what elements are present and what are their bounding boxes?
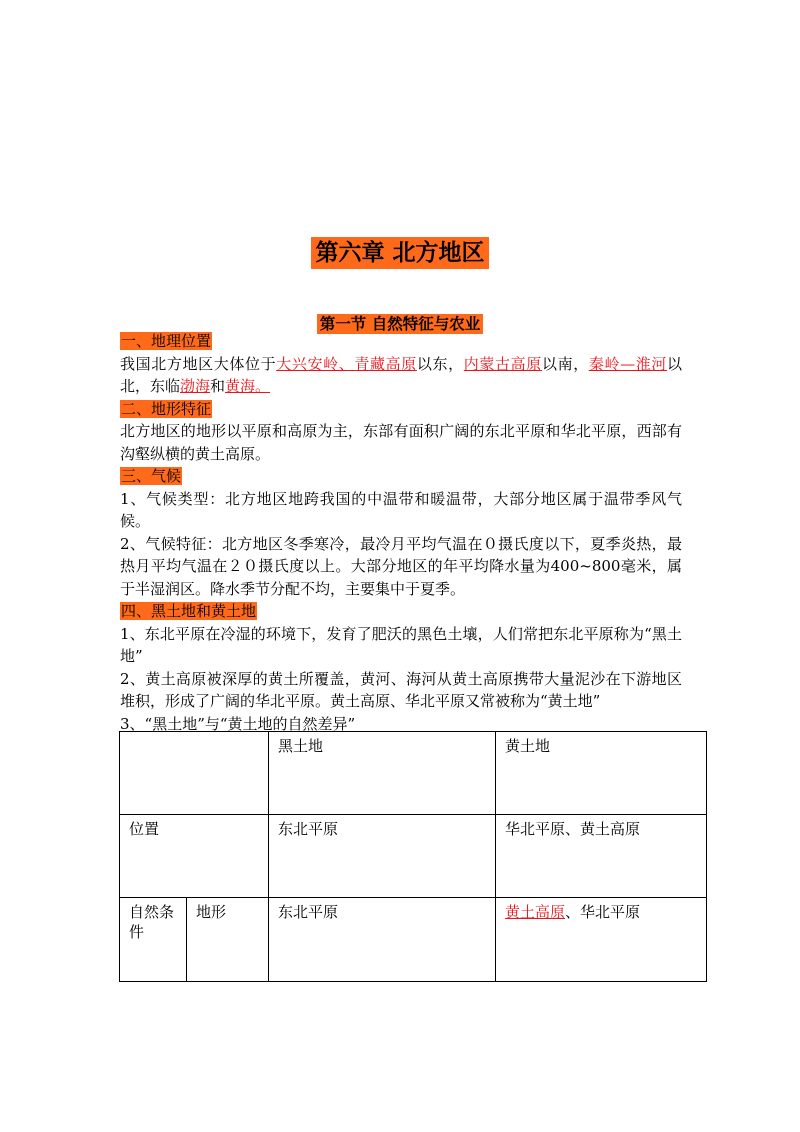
cell-black-location: 东北平原: [269, 815, 496, 898]
row-label-location: 位置: [120, 815, 269, 898]
header-yellow-soil: 黄土地: [496, 732, 707, 815]
climate-heading: 三、气候: [121, 467, 182, 485]
cell-black-terrain: 东北平原: [269, 898, 496, 982]
row-label-natural-conditions: 自然条件: [120, 898, 187, 982]
climate-type-paragraph: 1、气候类型：北方地区地跨我国的中温带和暖温带，大部分地区属于温带季风气候。: [120, 489, 682, 530]
black-soil-paragraph: 1、东北平原在冷湿的环境下，发育了肥沃的黑色土壤，人们常把东北平原称为“黑土地”: [120, 624, 682, 665]
terrain-heading: 二、地形特征: [121, 399, 212, 418]
soil-heading: 四、黑土地和黄土地: [121, 602, 257, 620]
climate-feature-paragraph: 2、气候特征：北方地区冬季寒冷，最冷月平均气温在０摄氏度以下，夏季炎热，最热月平均气温在２０摄氏度以上。大部分地区的年平均降水量为400~800毫米，属于半湿润区。降水季节分配不均，主要集中于夏季。: [120, 534, 682, 598]
terrain-paragraph: 北方地区的地形以平原和高原为主，东部有面积广阔的东北平原和华北平原，西部有沟壑纵横的黄土高原。: [120, 422, 682, 463]
comparison-table: [119, 731, 707, 982]
chapter-title: [0, 234, 800, 267]
location-heading: 一、地理位置: [121, 332, 212, 350]
cell-yellow-terrain: 黄土高原、华北平原: [496, 898, 707, 982]
row-sublabel-terrain: 地形: [187, 898, 269, 982]
document-body: [120, 330, 682, 735]
link-huanghai[interactable]: 黄海。: [225, 377, 271, 395]
cell-yellow-location: 华北平原、黄土高原: [496, 815, 707, 898]
yellow-soil-paragraph: 2、黄土高原被深厚的黄土所覆盖，黄河、海河从黄土高原携带大量泥沙在下游地区堆积，形成了广阔的华北平原。黄土高原、华北平原又常被称为“黄土地”: [120, 669, 682, 710]
link-huangtu-gaoyuan[interactable]: 黄土高原: [505, 903, 566, 921]
table-row: [120, 815, 707, 898]
table-row: [120, 898, 707, 982]
link-neimenggu[interactable]: 内蒙古高原: [463, 354, 542, 373]
section-title-text: 第一节 自然特征与农业: [317, 314, 483, 334]
link-bohai[interactable]: 渤海: [180, 377, 211, 395]
table-row: [120, 732, 707, 815]
link-qinling-huaihe[interactable]: 秦岭—淮河: [588, 354, 667, 373]
header-black-soil: 黑土地: [269, 732, 496, 815]
chapter-title-text: 第六章 北方地区: [311, 237, 488, 269]
comparison-caption: 3、“黑土地”与“黄土地的自然差异”: [120, 714, 356, 733]
location-paragraph: 我国北方地区大体位于大兴安岭、青藏高原以东，内蒙古高原以南，秦岭—淮河以北，东临渤海和黄海。: [120, 354, 682, 395]
table-corner-cell: [120, 732, 269, 815]
link-daxinganling[interactable]: 大兴安岭、青藏高原: [276, 354, 417, 373]
